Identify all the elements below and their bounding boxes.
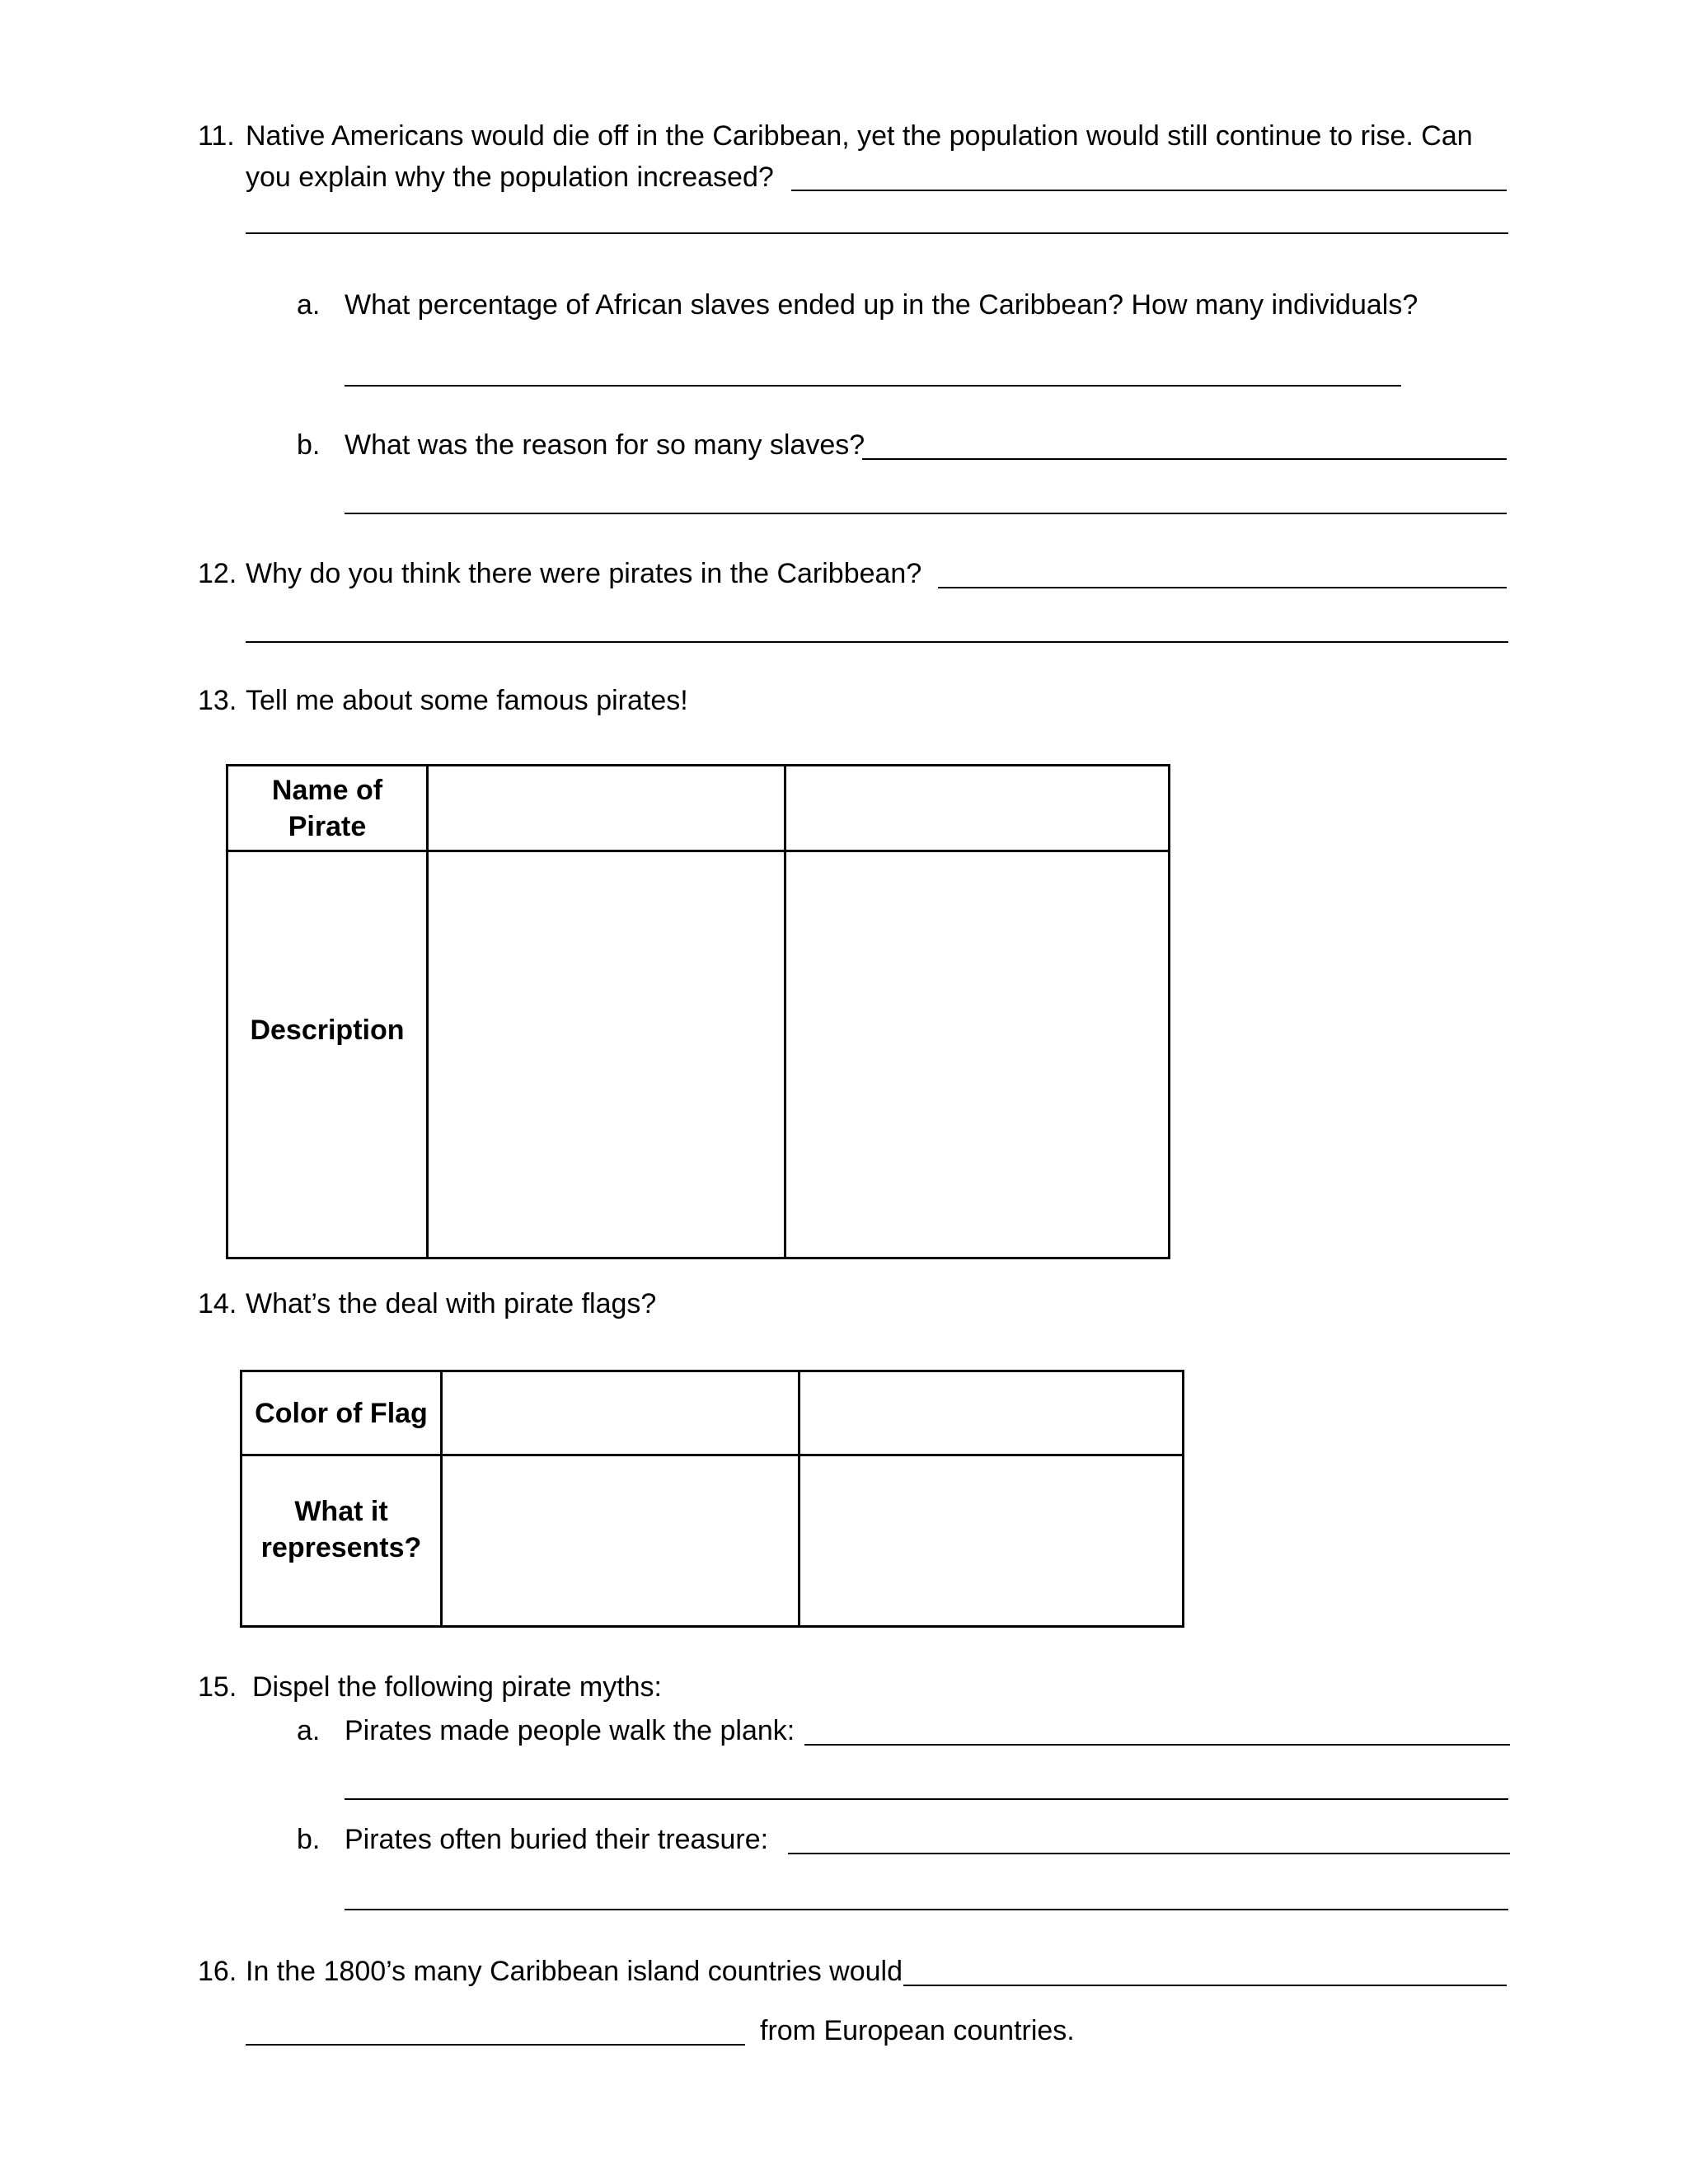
header-line: represents? — [260, 1531, 422, 1563]
flag-color-cell[interactable] — [442, 1371, 799, 1455]
sub-question-letter: a. — [297, 289, 321, 321]
header-line: Name of — [271, 774, 383, 806]
question-number: 12. — [198, 558, 237, 589]
sub-question-text: What was the reason for so many slaves? — [345, 429, 865, 461]
table-row — [227, 766, 1170, 851]
table-row — [227, 851, 1170, 1258]
question-number: 13. — [198, 685, 237, 716]
question-text-line2: you explain why the population increased? — [246, 162, 774, 193]
answer-line[interactable] — [345, 513, 1507, 514]
flag-color-cell[interactable] — [799, 1371, 1184, 1455]
question-number: 15. — [198, 1671, 237, 1703]
what-it-represents-header — [241, 1455, 442, 1627]
answer-line[interactable] — [788, 1853, 1510, 1854]
answer-line[interactable] — [938, 587, 1507, 588]
sub-question-text: Pirates made people walk the plank: — [345, 1715, 795, 1746]
table-row — [241, 1455, 1184, 1627]
header-line: Color of Flag — [255, 1397, 428, 1429]
question-number: 14. — [198, 1288, 237, 1319]
question-text: Tell me about some famous pirates! — [246, 685, 688, 716]
question-number: 16. — [198, 1956, 237, 1987]
answer-line[interactable] — [791, 190, 1507, 191]
flag-meaning-cell[interactable] — [442, 1455, 799, 1627]
answer-line[interactable] — [345, 385, 1401, 387]
question-text-line1: Native Americans would die off in the Caribbean, yet the population would still continue to rise. Can — [246, 120, 1473, 152]
answer-line[interactable] — [345, 1798, 1508, 1800]
sub-question-letter: b. — [297, 429, 321, 461]
pirate-name-cell[interactable] — [428, 766, 785, 851]
question-number: 11. — [198, 120, 235, 152]
answer-line[interactable] — [246, 232, 1508, 234]
question-text: In the 1800’s many Caribbean island countries would — [246, 1956, 903, 1987]
sub-question-text: Pirates often buried their treasure: — [345, 1824, 769, 1855]
name-of-pirate-header — [227, 766, 428, 851]
header-line: What it — [294, 1495, 388, 1527]
question-text: Dispel the following pirate myths: — [252, 1671, 663, 1703]
answer-line[interactable] — [345, 1909, 1508, 1910]
color-of-flag-header — [241, 1371, 442, 1455]
sub-question-text: What percentage of African slaves ended up in the Caribbean? How many individuals? — [345, 289, 1418, 321]
sub-question-letter: a. — [297, 1715, 321, 1746]
pirate-flags-table — [240, 1370, 1184, 1628]
description-cell[interactable] — [785, 851, 1170, 1258]
header-line: Pirate — [288, 810, 367, 842]
description-header — [227, 851, 428, 1258]
answer-line[interactable] — [246, 641, 1508, 643]
description-cell[interactable] — [428, 851, 785, 1258]
table-row — [241, 1371, 1184, 1455]
question-text-suffix: from European countries. — [760, 2015, 1075, 2046]
header-line: Description — [250, 1014, 405, 1046]
answer-line[interactable] — [862, 458, 1507, 460]
answer-line[interactable] — [903, 1985, 1507, 1986]
pirate-name-cell[interactable] — [785, 766, 1170, 851]
flag-meaning-cell[interactable] — [799, 1455, 1184, 1627]
question-text: Why do you think there were pirates in the Caribbean? — [246, 558, 922, 589]
answer-line[interactable] — [246, 2044, 745, 2046]
famous-pirates-table — [226, 764, 1170, 1259]
question-text: What’s the deal with pirate flags? — [246, 1288, 657, 1319]
sub-question-letter: b. — [297, 1824, 321, 1855]
answer-line[interactable] — [804, 1744, 1510, 1746]
